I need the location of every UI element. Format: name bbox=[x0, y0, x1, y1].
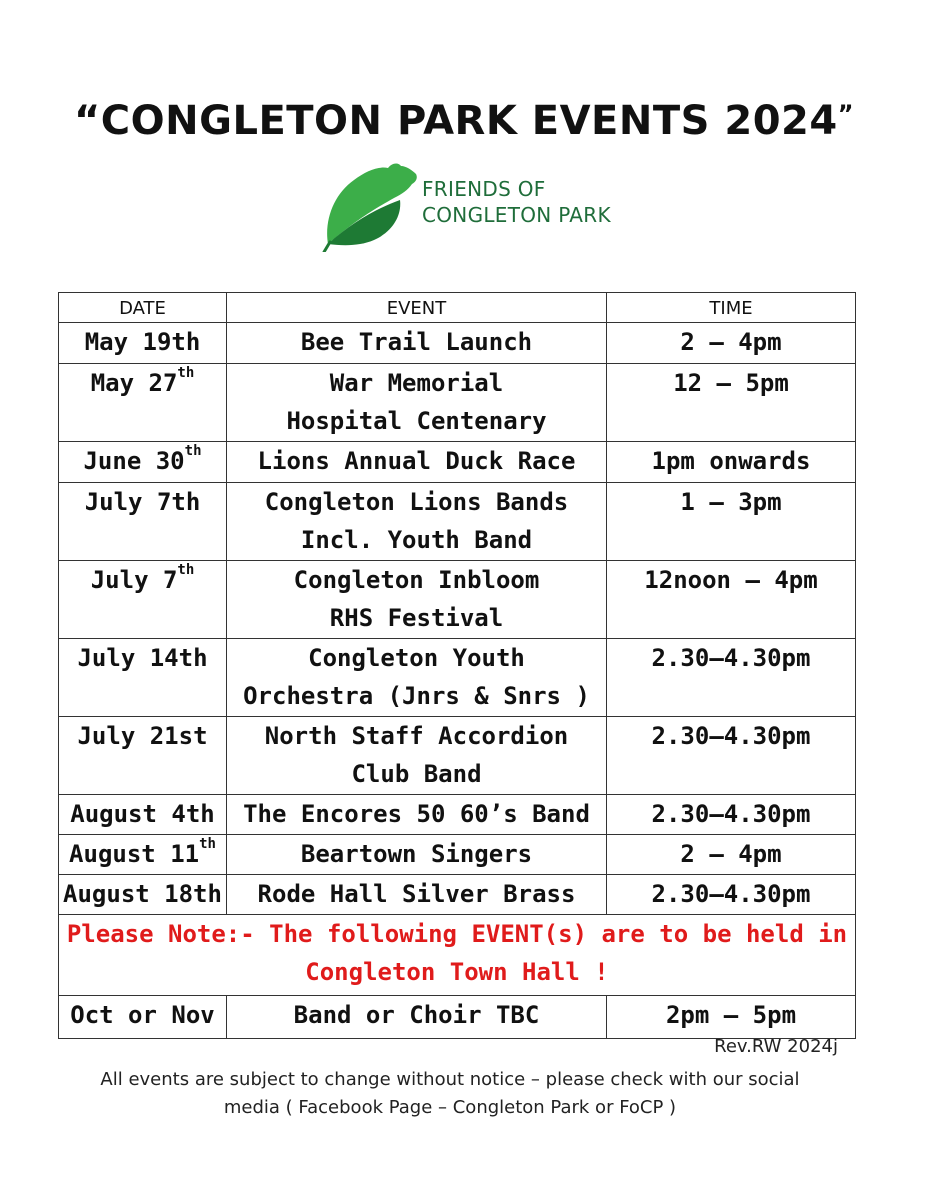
logo-text bbox=[422, 176, 611, 228]
date-cell: July 21st bbox=[59, 717, 227, 795]
event-cell: North Staff Accordion Club Band bbox=[227, 717, 607, 795]
table-row bbox=[59, 717, 856, 795]
event-cell: Band or Choir TBC bbox=[227, 996, 607, 1039]
header-date: DATE bbox=[59, 293, 227, 323]
revision-label: Rev.RW 2024j bbox=[714, 1036, 838, 1057]
event-cell: The Encores 50 60’s Band bbox=[227, 795, 607, 835]
table-row bbox=[59, 795, 856, 835]
table-header-row bbox=[59, 293, 856, 323]
table-row bbox=[59, 835, 856, 875]
venue-note-line-1: Please Note:- The following EVENT(s) are to be held in bbox=[66, 920, 848, 948]
table-row bbox=[59, 442, 856, 483]
time-cell: 12noon – 4pm bbox=[607, 561, 856, 639]
event-cell: Bee Trail Launch bbox=[227, 323, 607, 364]
footer-line-1: All events are subject to change without notice – please check with our social bbox=[100, 1069, 800, 1090]
event-cell: Rode Hall Silver Brass bbox=[227, 875, 607, 915]
date-cell: August 11th bbox=[59, 835, 227, 875]
date-cell: Oct or Nov bbox=[59, 996, 227, 1039]
venue-note bbox=[59, 915, 856, 996]
event-cell: Beartown Singers bbox=[227, 835, 607, 875]
title-open-quote: “ bbox=[73, 98, 101, 144]
date-cell: July 7th bbox=[59, 561, 227, 639]
table-row bbox=[59, 561, 856, 639]
leaf-bear-icon bbox=[322, 160, 422, 252]
time-cell: 1pm onwards bbox=[607, 442, 856, 483]
date-cell: May 19th bbox=[59, 323, 227, 364]
event-cell: Congleton Inbloom RHS Festival bbox=[227, 561, 607, 639]
table-row bbox=[59, 639, 856, 717]
venue-note-row bbox=[59, 915, 856, 996]
header-time: TIME bbox=[607, 293, 856, 323]
date-cell: August 18th bbox=[59, 875, 227, 915]
event-cell: Congleton Lions Bands Incl. Youth Band bbox=[227, 483, 607, 561]
time-cell: 1 – 3pm bbox=[607, 483, 856, 561]
table-row bbox=[59, 364, 856, 442]
date-cell: May 27th bbox=[59, 364, 227, 442]
friends-of-congleton-park-logo bbox=[322, 160, 612, 252]
header-event: EVENT bbox=[227, 293, 607, 323]
title-close-quote: ” bbox=[837, 100, 854, 128]
logo-line-1: FRIENDS OF bbox=[422, 177, 546, 201]
page-title bbox=[0, 98, 928, 144]
table-row bbox=[59, 875, 856, 915]
time-cell: 2.30–4.30pm bbox=[607, 717, 856, 795]
date-cell: August 4th bbox=[59, 795, 227, 835]
table-row bbox=[59, 996, 856, 1039]
logo-line-2: CONGLETON PARK bbox=[422, 203, 611, 227]
time-cell: 2 – 4pm bbox=[607, 835, 856, 875]
leaf-stem bbox=[324, 242, 330, 252]
date-cell: July 14th bbox=[59, 639, 227, 717]
table-row bbox=[59, 483, 856, 561]
event-cell: Congleton Youth Orchestra (Jnrs & Snrs ) bbox=[227, 639, 607, 717]
event-cell: Lions Annual Duck Race bbox=[227, 442, 607, 483]
time-cell: 2pm – 5pm bbox=[607, 996, 856, 1039]
time-cell: 12 – 5pm bbox=[607, 364, 856, 442]
footer-line-2: media ( Facebook Page – Congleton Park or FoCP ) bbox=[223, 1097, 677, 1118]
time-cell: 2.30–4.30pm bbox=[607, 795, 856, 835]
time-cell: 2.30–4.30pm bbox=[607, 639, 856, 717]
date-cell: June 30th bbox=[59, 442, 227, 483]
event-cell: War Memorial Hospital Centenary bbox=[227, 364, 607, 442]
venue-note-line-2: Congleton Town Hall ! bbox=[305, 958, 609, 986]
title-text: CONGLETON PARK EVENTS 2024 bbox=[100, 98, 838, 144]
table-row bbox=[59, 323, 856, 364]
time-cell: 2.30–4.30pm bbox=[607, 875, 856, 915]
date-cell: July 7th bbox=[59, 483, 227, 561]
footer-disclaimer bbox=[0, 1066, 900, 1122]
time-cell: 2 – 4pm bbox=[607, 323, 856, 364]
events-table bbox=[58, 292, 856, 1039]
